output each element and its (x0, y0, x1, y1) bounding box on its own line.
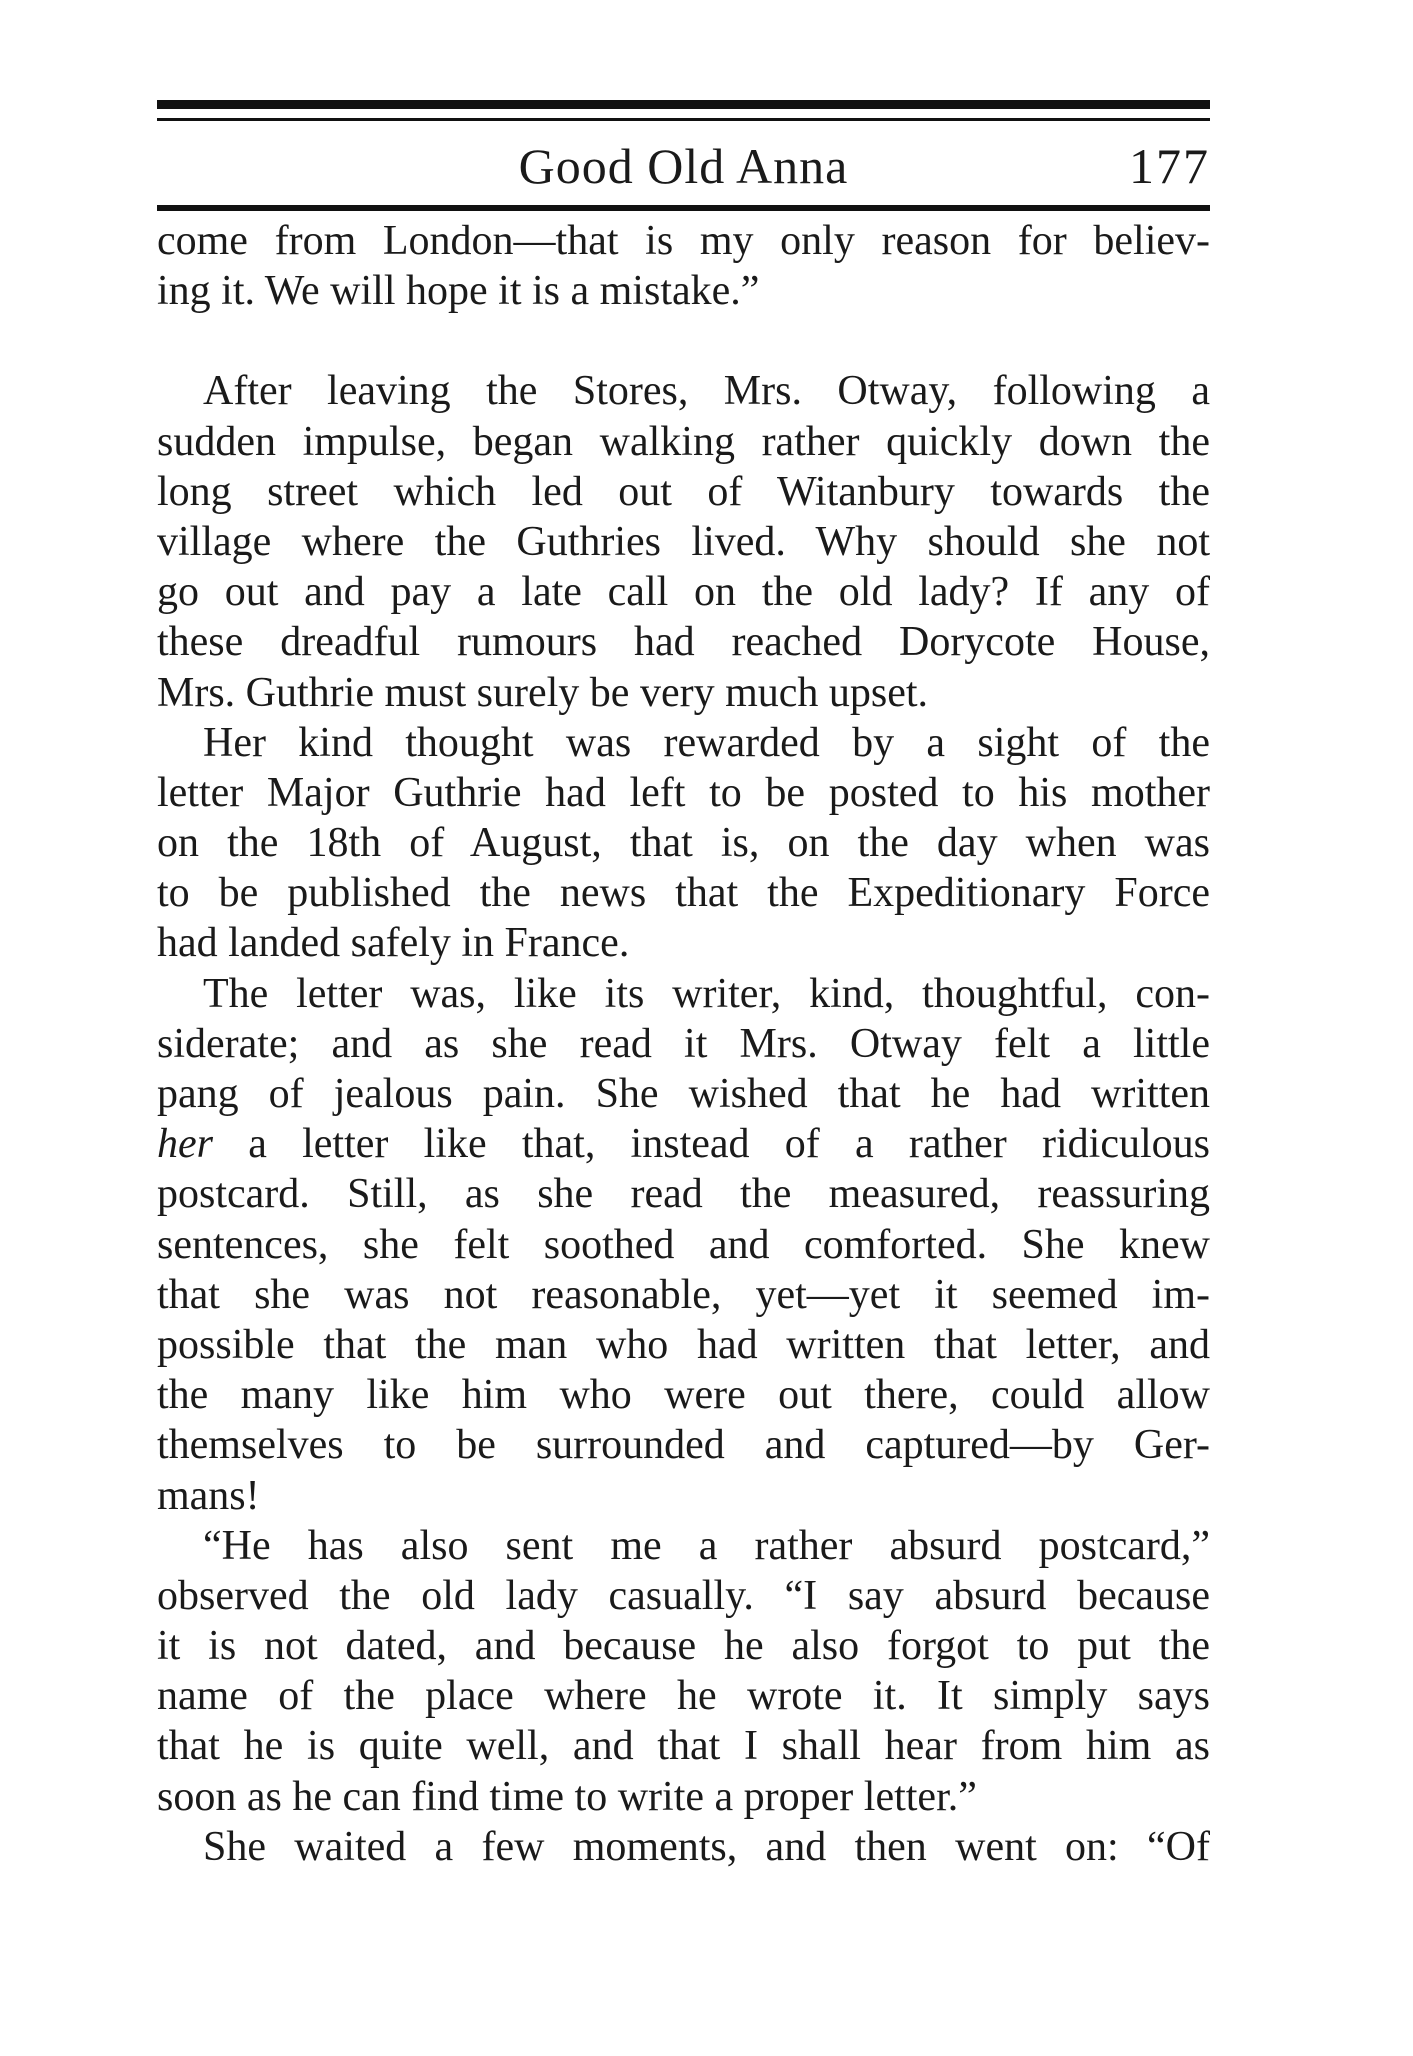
running-head (157, 130, 1210, 202)
text-line: letter Major Guthrie had left to be posted to his mother (157, 769, 1210, 816)
text-line: to be published the news that the Expeditionary Force (157, 870, 1210, 917)
text-line: sentences, she felt soothed and comforted. She knew (157, 1221, 1210, 1268)
text-line: these dreadful rumours had reached Dorycote House, (157, 619, 1210, 666)
paragraph (157, 366, 1210, 717)
text-line: observed the old lady casually. “I say absurd because (157, 1572, 1210, 1619)
header-rule-thick (157, 100, 1210, 109)
text-line: pang of jealous pain. She wished that he had written (157, 1071, 1210, 1117)
text-line: Mrs. Guthrie must surely be very much upset. (157, 669, 929, 716)
text-line: themselves to be surrounded and captured—by Ger- (157, 1422, 1210, 1469)
text-line: siderate; and as she read it Mrs. Otway felt a little (157, 1020, 1210, 1067)
paragraph (157, 216, 1210, 316)
header-rule-bottom (157, 205, 1210, 211)
text-line: name of the place where he wrote it. It simply says (157, 1673, 1210, 1720)
text-line: that he is quite well, and that I shall hear from him as (157, 1723, 1210, 1770)
text-line: possible that the man who had written that letter, and (157, 1321, 1210, 1368)
text-line: The letter was, like its writer, kind, thoughtful, con- (203, 970, 1210, 1017)
text-line: soon as he can find time to write a proper letter.” (157, 1773, 977, 1820)
body-text (157, 216, 1210, 1872)
text-line: sudden impulse, began walking rather quickly down the (157, 418, 1210, 465)
text-line: go out and pay a late call on the old lady? If any of (157, 569, 1210, 616)
text-line: it is not dated, and because he also forgot to put the (157, 1623, 1210, 1670)
paragraph (157, 969, 1210, 1521)
emphasis: her (157, 1121, 213, 1168)
text-line: the many like him who were out there, could allow (157, 1372, 1210, 1419)
running-title: Good Old Anna (518, 138, 849, 194)
text-line: come from London—that is my only reason for believ- (157, 218, 1210, 264)
text-line: her a letter like that, instead of a rather ridiculous (157, 1121, 1210, 1168)
text-line: “He has also sent me a rather absurd postcard,” (203, 1522, 1210, 1569)
text-line: village where the Guthries lived. Why should she not (157, 518, 1210, 565)
paragraph (157, 1521, 1210, 1822)
section-break (157, 316, 1210, 366)
text-line: that she was not reasonable, yet—yet it seemed im- (157, 1271, 1210, 1318)
text-line: mans! (157, 1472, 260, 1519)
page-number: 177 (1129, 138, 1210, 194)
text-line: Her kind thought was rewarded by a sight of the (203, 719, 1210, 766)
header-rule-thin (157, 118, 1210, 121)
text-line: on the 18th of August, that is, on the day when was (157, 820, 1210, 867)
text-line: long street which led out of Witanbury towards the (157, 468, 1210, 515)
text-line: postcard. Still, as she read the measured, reassuring (157, 1171, 1210, 1218)
paragraph (157, 718, 1210, 969)
text-line: After leaving the Stores, Mrs. Otway, following a (203, 368, 1210, 415)
paragraph (157, 1822, 1210, 1872)
text-line: ing it. We will hope it is a mistake.” (157, 268, 760, 315)
text-line: had landed safely in France. (157, 920, 630, 967)
text-line: She waited a few moments, and then went on: “Of (203, 1823, 1210, 1870)
